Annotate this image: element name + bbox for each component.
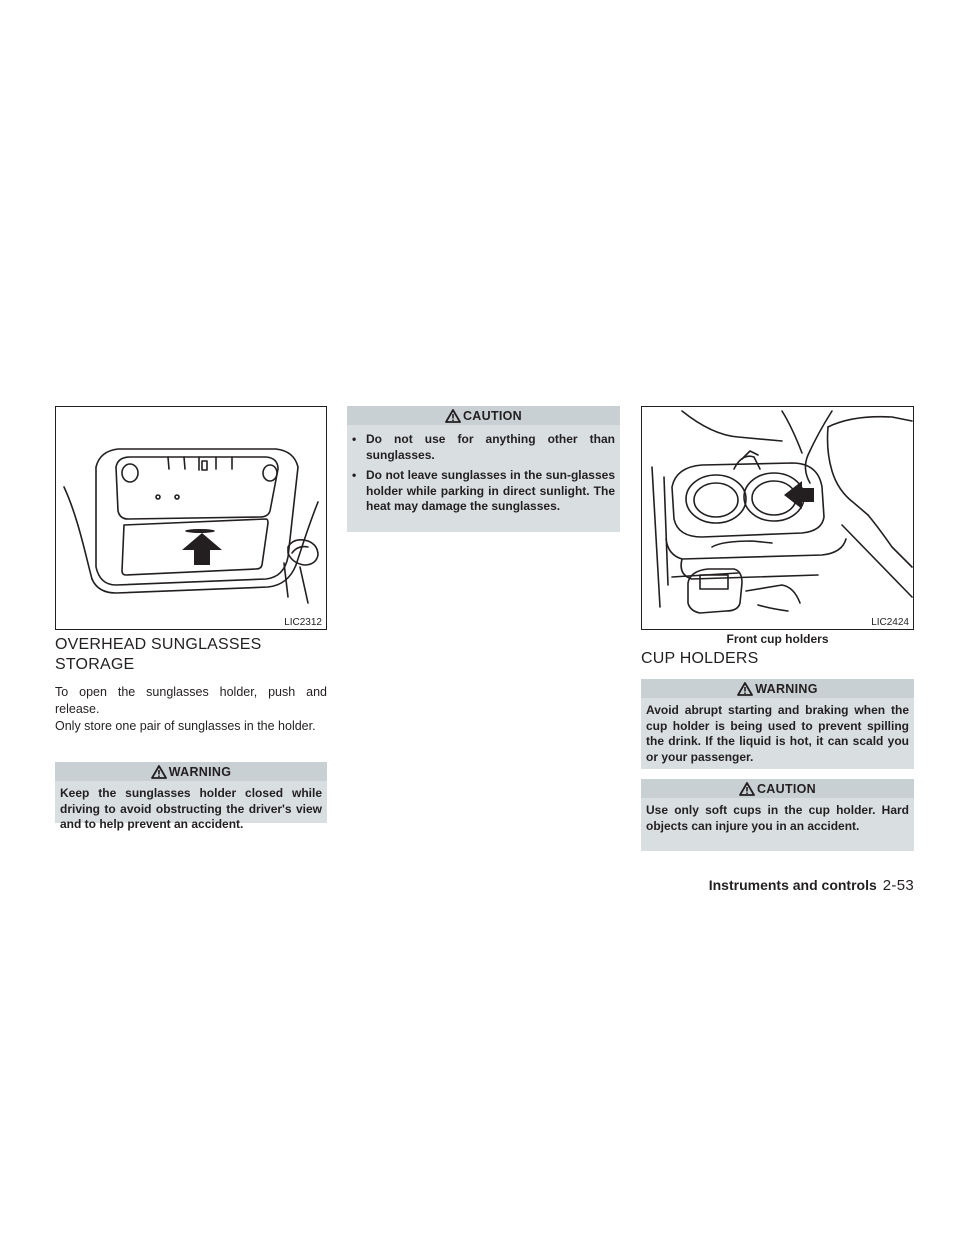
caution-icon [739,782,755,796]
page-footer [709,877,914,894]
caution-label: CAUTION [462,408,523,423]
figure-code: LIC2312 [284,617,322,628]
caution-list [347,425,620,521]
cup-holders-figure [641,406,914,630]
paragraph: Only store one pair of sunglasses in the holder. [55,719,316,733]
heading-line: STORAGE [55,656,135,673]
figure-caption: Front cup holders [726,632,829,646]
warning-icon [737,682,753,696]
section-heading-cup-holders: CUP HOLDERS [641,650,759,667]
warning-text: Keep the sunglasses holder closed while driving to avoid obstructing the driver's view and to help prevent an accident. [60,786,322,831]
cup-holders-illustration [642,407,913,629]
warning-box [641,679,914,769]
warning-title [55,762,327,781]
paragraph: To open the sunglasses holder, push and release. [55,685,327,716]
list-item [352,468,615,515]
list-item-text: Do not use for anything other than sunglasses. [366,432,615,462]
warning-box [55,762,327,831]
caution-title [347,406,620,425]
footer-section-title: Instruments and controls [708,877,877,893]
caution-box [347,406,620,532]
sunglasses-holder-figure [55,406,327,630]
warning-icon [151,765,167,779]
warning-text: Avoid abrupt starting and braking when the cup holder is being used to prevent spilling the drink. If the liquid is hot, it can scald you or your passenger. [646,703,909,764]
bullet-icon: • [352,432,357,446]
caution-title [641,779,914,798]
caution-text: Use only soft cups in the cup holder. Hard objects can injure you in an accident. [646,803,909,833]
list-item [352,432,615,463]
warning-title [641,679,914,698]
caution-icon [445,409,461,423]
bullet-icon: • [352,468,357,482]
heading-line: OVERHEAD SUNGLASSES [55,636,262,653]
warning-label: WARNING [755,681,818,696]
page-number: 2-53 [882,877,914,894]
warning-label: WARNING [168,764,232,779]
caution-box [641,779,914,851]
section-heading-sunglasses [55,635,327,675]
caution-label: CAUTION [756,781,817,796]
list-item-text: Do not leave sunglasses in the sun-glasses holder while parking in direct sunlight. The heat may damage the sunglasses. [366,468,615,513]
overhead-console-illustration [56,407,326,629]
figure-code: LIC2424 [871,617,909,628]
